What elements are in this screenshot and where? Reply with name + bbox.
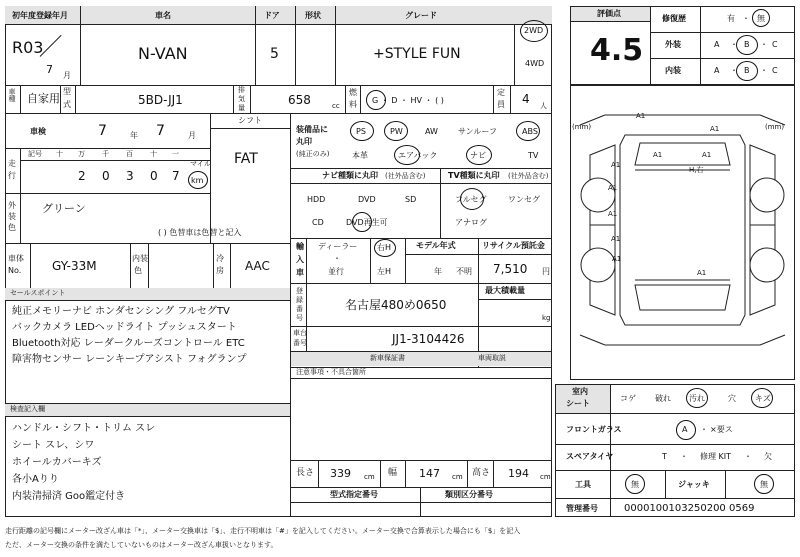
sales-line: バックカメラ LEDヘッドライト プッシュスタート	[12, 322, 237, 333]
grade-value: +STYLE FUN	[373, 46, 461, 62]
color-label-0: 外	[8, 201, 16, 210]
drive-2wd: 2WD	[524, 26, 544, 35]
score-value: 4.5	[590, 33, 644, 68]
inspector-line: 内装清掃済 Goo鑑定付き	[12, 491, 126, 502]
exterior-label: 外装	[665, 40, 681, 49]
inspection-month-unit: 月	[188, 131, 196, 140]
width-unit: cm	[452, 473, 463, 481]
diagram-unit-right: (mm)	[765, 123, 785, 131]
model-value: 5BD-JJ1	[138, 93, 183, 107]
equip-row2-circle	[394, 145, 420, 165]
nav-dvd: DVD	[358, 195, 376, 204]
equip-row1-circle	[516, 121, 540, 141]
repair-opt-0: 有	[727, 14, 735, 23]
equip-row1-item: PW	[390, 127, 403, 136]
length-label: 長さ	[296, 468, 315, 478]
inspector-line: ホイールカバーキズ	[12, 457, 102, 468]
warranty-row	[291, 352, 551, 366]
inspector-title-bg	[5, 404, 290, 416]
glass-opt-0: A	[682, 425, 688, 434]
manual-label: 車両取説	[478, 354, 506, 362]
car-name-label: 車名	[155, 11, 171, 20]
equip-row2-item: TV	[528, 151, 539, 160]
inspection-year-unit: 年	[130, 131, 138, 140]
nav-cd: CD	[312, 218, 324, 227]
recycle-label: リサイクル預託金	[482, 241, 545, 250]
disp-label-3: 量	[238, 104, 245, 112]
seat-opt-0: コゲ	[620, 394, 636, 403]
import-right-h: 右H	[377, 243, 392, 252]
equip-row1-circle	[384, 121, 408, 141]
equip-row2-item: ナビ	[470, 151, 486, 160]
tv-sub: (社外品含む)	[508, 172, 549, 180]
mgmt-value: 0000100103250200 0569	[624, 503, 755, 514]
equip-row1-item: PS	[356, 127, 366, 136]
body-no-label-1: 車体	[8, 254, 24, 263]
mileage-head: 十	[56, 150, 63, 158]
first-reg-label: 初年度登録年月	[12, 11, 68, 20]
inspection-year: 7	[98, 123, 107, 139]
reg-label-0: 登	[296, 287, 303, 295]
spare-opt-3: ・	[744, 452, 752, 461]
disp-value: 658	[288, 93, 311, 107]
mark-10: H,右	[689, 166, 704, 174]
interior-opt: C	[772, 66, 778, 75]
recycle-unit: 円	[542, 267, 550, 276]
mileage-digit: 3	[126, 169, 134, 183]
nav-title: ナビ種類に丸印	[322, 171, 378, 180]
equip-row2-item: エアバック	[398, 151, 438, 160]
width-label: 幅	[388, 468, 398, 478]
shift-label: シフト	[238, 116, 262, 125]
inspector-line: 各小Aりり	[12, 474, 59, 485]
door-count: 5	[270, 46, 279, 62]
nav-hdd: HDD	[307, 195, 326, 204]
mark-6: A1	[608, 210, 618, 218]
equip-title-2: 丸印	[296, 137, 312, 146]
model-label-2: 式	[63, 100, 71, 109]
inspector-line: ハンドル・シフト・トリム スレ	[12, 423, 156, 434]
body-no-label-2: No.	[8, 266, 22, 275]
seat-label-1: 室内	[572, 387, 588, 396]
type-no-label: 型式指定番号	[330, 490, 378, 499]
mile-label: マイル	[190, 160, 211, 168]
tools-value: 無	[631, 480, 639, 489]
glass-opt-2: ×要ス	[710, 425, 733, 434]
mileage-digit: 7	[172, 169, 180, 183]
capacity-value: 4	[522, 92, 530, 106]
tools-label: 工具	[575, 480, 591, 489]
exterior-opt: A	[714, 40, 720, 49]
mark-7: A1	[611, 235, 621, 243]
import-dealer: ディーラー	[318, 242, 358, 251]
drive-4wd: 4WD	[525, 59, 545, 68]
reg-year: R03	[12, 38, 44, 57]
reg-month: 7	[46, 63, 53, 76]
interior-opt: ・	[760, 66, 768, 75]
reg-label-3: 号	[296, 314, 303, 322]
color-label-2: 色	[8, 223, 16, 232]
equip-row2-circle	[466, 145, 492, 165]
height-value: 194	[508, 467, 529, 480]
mileage-label-2: 行	[8, 171, 16, 180]
chassis-label-1: 番号	[293, 339, 307, 347]
mark-0: A1	[636, 112, 646, 120]
spare-label: スペアタイヤ	[566, 452, 614, 461]
ac-label-2: 房	[216, 266, 224, 275]
color-value: グリーン	[42, 202, 86, 215]
inner-color-label-2: 色	[134, 266, 142, 275]
interior-opt: A	[714, 66, 720, 75]
ac-value: AAC	[245, 259, 270, 273]
spare-opt-4: 欠	[764, 452, 772, 461]
nav-sd: SD	[405, 195, 417, 204]
mileage-digit: 2	[78, 169, 86, 183]
chassis-value: JJ1-3104426	[392, 332, 465, 346]
reg-value: 名古屋480め0650	[345, 298, 447, 312]
seat-opt-1: 破れ	[655, 394, 671, 403]
repair-opt-2: 無	[757, 14, 765, 23]
model-year-value: 不明	[456, 267, 472, 276]
exterior-opt: B	[744, 40, 750, 49]
mark-2: A1	[653, 151, 663, 159]
km-label: km	[191, 176, 204, 185]
mark-8: A1	[612, 255, 622, 263]
equip-row2-item: 本革	[352, 151, 368, 160]
model-year-label: モデル年式	[416, 241, 456, 250]
sales-line: Bluetooth対応 レーダークルーズコントロール ETC	[12, 338, 245, 349]
jack-value: 無	[760, 480, 768, 489]
import-label-1: 入	[296, 255, 304, 264]
color-note: ( ) 色替車は色替と記入	[158, 228, 242, 237]
fuel-label-1: 燃	[349, 88, 357, 97]
mileage-head: 記号	[28, 150, 42, 158]
height-unit: cm	[540, 473, 551, 481]
interior-opt: ・	[730, 66, 738, 75]
repair-opt-1: ・	[742, 14, 750, 23]
warranty-label: 新車保証書	[370, 354, 405, 362]
car-name: N-VAN	[138, 44, 188, 63]
capacity-label-1: 定	[497, 88, 505, 97]
diagram-unit-left: (mm)	[572, 123, 592, 131]
class-no-label: 類別区分番号	[445, 490, 493, 499]
mileage-head: 千	[102, 150, 109, 158]
usage-label-1: 車種	[8, 88, 16, 102]
mark-3: A1	[702, 151, 712, 159]
inspection-month: 7	[156, 123, 165, 139]
model-label-1: 型	[63, 87, 71, 96]
tv-oneseg: ワンセグ	[508, 195, 540, 204]
import-label-2: 車	[296, 268, 304, 277]
inner-color-label-1: 内装	[132, 254, 148, 263]
score-label: 評価点	[597, 9, 621, 18]
inspection-label: 車検	[30, 127, 46, 136]
car-body-diagram	[570, 85, 795, 380]
max-load-label: 最大積載量	[485, 286, 525, 295]
spare-opt-2: 修理 KIT	[700, 452, 732, 461]
model-year-unit: 年	[434, 267, 442, 276]
width-value: 147	[419, 467, 440, 480]
equip-title-1: 装備品に	[296, 125, 328, 134]
exterior-opt: ・	[730, 40, 738, 49]
mark-9: A1	[697, 269, 707, 277]
footer-line-1: 走行距離の記号欄にメーター改ざん車は「*」、メーター交換車は「$」、走行不明車は「#」を記入してください。メーター交換で合算表示した場合にも「$」を記入	[5, 527, 521, 535]
equip-row1-item: サンルーフ	[458, 127, 497, 136]
mileage-digit: 0	[102, 169, 110, 183]
tv-title: TV種類に丸印	[448, 171, 500, 180]
sales-title: セールスポイント	[10, 289, 66, 297]
capacity-unit: 人	[540, 102, 547, 110]
notes-label: 注意事項・不具合箇所	[296, 368, 366, 376]
equip-title-3: (純正のみ)	[296, 150, 330, 158]
seat-label-2: シート	[566, 399, 590, 408]
disp-unit: cc	[332, 102, 340, 110]
equip-row1-circle	[350, 121, 374, 141]
mileage-digit: 0	[150, 169, 158, 183]
seat-opt-2: 汚れ	[689, 394, 705, 403]
shift-value: FAT	[234, 151, 258, 167]
seat-opt-4: キズ	[755, 394, 771, 403]
mileage-head: 一	[172, 150, 179, 158]
shape-label: 形状	[305, 11, 321, 20]
sales-line: 純正メモリーナビ ホンダセンシング フルセグTV	[12, 306, 230, 317]
equip-row1-item: ABS	[522, 127, 538, 136]
disp-label-1: 排	[238, 86, 245, 94]
ac-label-1: 冷	[216, 254, 224, 263]
mileage-head: 百	[126, 150, 133, 158]
reg-label-2: 番	[296, 305, 303, 313]
import-parallel: 並行	[328, 267, 344, 276]
glass-label: フロントガラス	[566, 425, 622, 434]
nav-sub: (社外品含む)	[385, 172, 426, 180]
mark-4: A1	[611, 161, 621, 169]
spare-opt-1: ・	[680, 452, 688, 461]
tv-analog: アナログ	[455, 218, 487, 227]
seat-opt-3: 穴	[728, 394, 736, 403]
mark-5: A1	[608, 184, 618, 192]
interior-b-circle	[736, 61, 758, 81]
inspector-title: 検査記入欄	[10, 405, 45, 413]
exterior-b-circle	[736, 35, 758, 55]
color-label-1: 装	[8, 212, 16, 221]
jack-label: ジャッキ	[678, 480, 710, 489]
equip-row1-item: AW	[425, 127, 438, 136]
mileage-head: 万	[78, 150, 85, 158]
door-label: ドア	[264, 11, 280, 20]
usage-value: 自家用	[27, 92, 60, 105]
mark-1: A1	[710, 125, 720, 133]
height-label: 高さ	[472, 468, 491, 478]
recycle-value: 7,510	[493, 262, 528, 276]
interior-label: 内装	[665, 66, 681, 75]
max-load-unit: kg	[542, 314, 551, 322]
mileage-label-1: 走	[8, 159, 16, 168]
capacity-label-2: 員	[497, 100, 505, 109]
footer-line-2: ただ、メーター交換の条件を満たしていないものはメーター改ざん車扱いとなります。	[5, 541, 278, 549]
import-label-0: 輸	[296, 242, 304, 251]
exterior-opt: C	[772, 40, 778, 49]
inspector-line: シート スレ、シワ	[12, 440, 95, 451]
nav-dvdplay: DVD再生可	[346, 218, 388, 227]
fuel-label-2: 料	[349, 100, 357, 109]
exterior-opt: ・	[760, 40, 768, 49]
import-dot: ・	[333, 254, 341, 263]
mileage-head: 十	[150, 150, 157, 158]
glass-opt-1: ・	[700, 425, 708, 434]
length-unit: cm	[364, 473, 375, 481]
interior-opt: B	[744, 66, 750, 75]
reg-label-1: 録	[296, 296, 303, 304]
grade-label: グレード	[405, 11, 437, 20]
repair-label: 修復歴	[662, 14, 686, 23]
spare-opt-0: T	[662, 452, 667, 461]
body-no-value: GY-33M	[52, 259, 97, 273]
disp-label-2: 気	[238, 95, 245, 103]
chassis-label-0: 車台	[293, 329, 307, 337]
sales-line: 障害物センサー レーンキープアシスト フォグランプ	[12, 354, 247, 365]
mgmt-label: 管理番号	[566, 504, 598, 513]
tv-fullseg: フルセグ	[455, 195, 487, 204]
length-value: 339	[330, 467, 351, 480]
reg-month-unit: 月	[63, 71, 71, 80]
import-left-h: 左H	[377, 267, 392, 276]
fuel-options: G ・ D ・ HV ・ ( )	[372, 96, 444, 105]
